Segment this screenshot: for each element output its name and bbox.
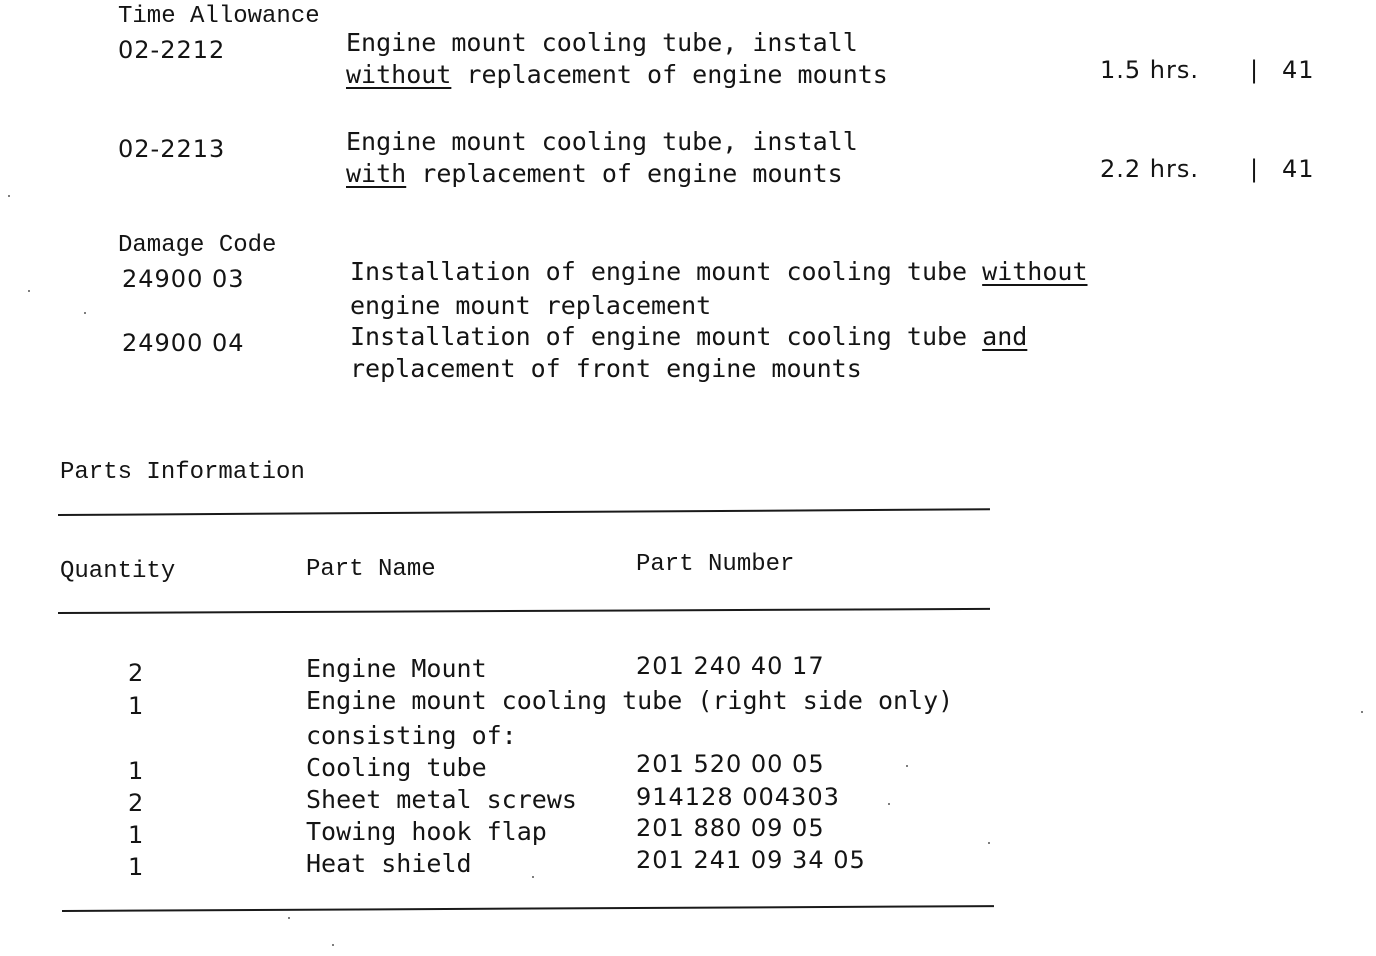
separator-bar: |: [1250, 155, 1260, 183]
quantity-cell: 1: [128, 821, 145, 849]
table-top-rule: [58, 508, 990, 516]
column-header-part-name: Part Name: [306, 556, 436, 583]
emphasis-text: and: [982, 322, 1028, 351]
parts-information-heading: Parts Information: [60, 459, 305, 486]
damage-description-line1: [350, 259, 1088, 284]
part-name-cell: Cooling tube: [306, 753, 487, 782]
damage-description-line2: engine mount replacement: [350, 291, 712, 320]
description-rest: replacement of engine mounts: [451, 60, 888, 89]
damage-code: 24900 03: [122, 265, 245, 293]
operation-description-line1: Engine mount cooling tube, install: [346, 28, 858, 57]
damage-code-heading: Damage Code: [118, 232, 277, 259]
description-text: Installation of engine mount cooling tube: [350, 257, 983, 286]
description-rest: replacement of engine mounts: [406, 159, 843, 188]
emphasis-text: without: [982, 257, 1088, 286]
table-header-rule: [58, 608, 990, 614]
damage-description-line2: replacement of front engine mounts: [350, 354, 862, 383]
table-bottom-rule: [62, 905, 994, 912]
part-number-cell: 201 241 09 34 05: [636, 846, 866, 874]
description-text: Installation of engine mount cooling tube: [350, 322, 983, 351]
damage-code: 24900 04: [122, 329, 245, 357]
part-number-cell: 201 240 40 17: [636, 652, 825, 680]
part-name-cell: Heat shield: [306, 849, 472, 878]
column-header-quantity: Quantity: [60, 558, 176, 585]
time-hours: 2.2 hrs.: [1100, 155, 1200, 183]
time-allowance-heading: Time Allowance: [118, 3, 320, 30]
time-ref: 41: [1282, 155, 1315, 183]
operation-code: 02-2213: [118, 135, 226, 163]
column-header-part-number: Part Number: [636, 551, 795, 578]
emphasis-text: with: [346, 159, 407, 188]
time-hours: 1.5 hrs.: [1100, 56, 1200, 84]
quantity-cell: 2: [128, 659, 145, 687]
quantity-cell: 1: [128, 692, 145, 720]
part-name-cell: Engine Mount: [306, 654, 487, 683]
operation-code: 02-2212: [118, 36, 226, 64]
operation-description-line2: [346, 62, 888, 87]
damage-description-line1: [350, 324, 1027, 349]
operation-description-line2: [346, 161, 843, 186]
operation-description-line1: Engine mount cooling tube, install: [346, 127, 858, 156]
emphasis-text: without: [346, 60, 452, 89]
part-name-cell: consisting of:: [306, 721, 517, 750]
quantity-cell: 2: [128, 789, 145, 817]
part-name-cell: Towing hook flap: [306, 817, 547, 846]
quantity-cell: 1: [128, 853, 145, 881]
part-name-cell: Sheet metal screws: [306, 785, 577, 814]
part-number-cell: 201 520 00 05: [636, 750, 825, 778]
time-ref: 41: [1282, 56, 1315, 84]
quantity-cell: 1: [128, 757, 145, 785]
part-number-cell: 914128 004303: [636, 783, 840, 811]
part-name-cell: Engine mount cooling tube (right side only): [306, 686, 954, 715]
part-number-cell: 201 880 09 05: [636, 814, 825, 842]
separator-bar: |: [1250, 56, 1260, 84]
